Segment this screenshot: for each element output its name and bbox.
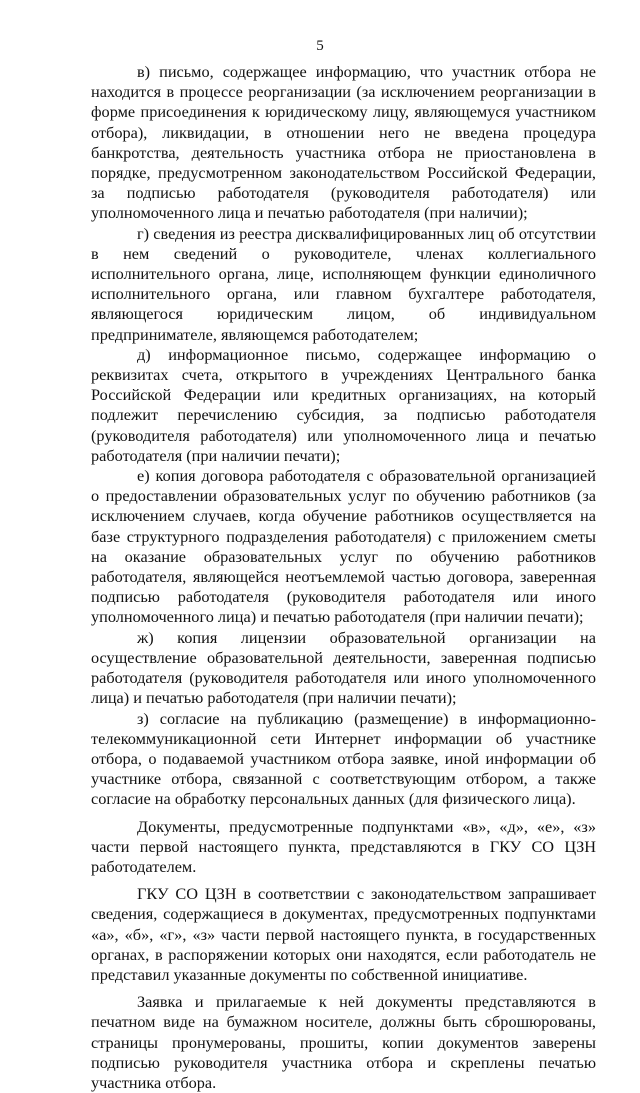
paragraph-documents-submission: Документы, предусмотренные подпунктами «в», «д», «е», «з» части первой настоящего пункта, представляются в ГКУ СО ЦЗН работодателем. [91, 816, 596, 876]
paragraph-gap [91, 810, 596, 817]
paragraph-item-d: д) информационное письмо, содержащее информацию о реквизитах счета, открытого в учреждениях Центрального банка Российской Федерации или кредитных организациях, на который подлежит перечислению субсидия, за подписью работодателя (руководителя работодателя) или уполномоченного лица и печатью работодателя (при наличии печати); [91, 344, 596, 465]
paragraph-gku-request: ГКУ СО ЦЗН в соответствии с законодательством запрашивает сведения, содержащиеся в документах, предусмотренных подпунктами «а», «б», «г», «з» части первой настоящего пункта, в государственных органах, в распоряжении которых они находятся, если работодатель не представил указанные документы по собственной инициативе. [91, 884, 596, 984]
paragraph-gap [91, 985, 596, 992]
paragraph-item-z: з) согласие на публикацию (размещение) в информационно-телекоммуникационной сети Интернет информации об участнике отбора, о подаваемой участником отбора заявке, иной информации об участнике отбора, связанной с соответствующим отбором, а также согласие на обработку персональных данных (для физического лица). [91, 708, 596, 809]
paragraph-item-zh: ж) копия лицензии образовательной организации на осуществление образовательной деятельности, заверенная подписью работодателя (руководителя работодателя или иного уполномоченного лица) и печатью работодателя (при наличии печати); [91, 627, 596, 708]
paragraph-item-v: в) письмо, содержащее информацию, что участник отбора не находится в процессе реорганизации (за исключением реорганизации в форме присоединения к юридическому лицу, являющемуся участником отбора), ликвидации, в отношении него не введена процедура банкротства, деятельность участника отбора не приостановлена в порядке, предусмотренном законодательством Российской Федерации, за подписью работодателя (руководителя работодателя) или уполномоченного лица и печатью работодателя (при наличии); [91, 62, 596, 223]
paragraph-application-format: Заявка и прилагаемые к ней документы представляются в печатном виде на бумажном носителе, должны быть сброшюрованы, страницы пронумерованы, прошиты, копии документов заверены подписью руководителя участника отбора и скреплены печатью участника отбора. [91, 992, 596, 1092]
page-number: 5 [316, 38, 324, 54]
document-body [91, 62, 596, 1093]
paragraph-gap [91, 877, 596, 884]
paragraph-item-g: г) сведения из реестра дисквалифицированных лиц об отсутствии в нем сведений о руководителе, членах коллегиального исполнительного органа, лице, исполняющем функции единоличного исполнительного органа, или главном бухгалтере работодателя, являющегося юридическим лицом, об индивидуальном предпринимателе, являющемся работодателем; [91, 223, 596, 344]
paragraph-item-e: е) копия договора работодателя с образовательной организацией о предоставлении образовательных услуг по обучению работников (за исключением случаев, когда обучение работников осуществляется на базе структурного подразделения работодателя) с приложением сметы на оказание образовательных услуг по обучению работников работодателя, являющейся неотъемлемой частью договора, заверенная подписью работодателя (руководителя работодателя или иного уполномоченного лица) и печатью работодателя (при наличии печати); [91, 466, 596, 627]
